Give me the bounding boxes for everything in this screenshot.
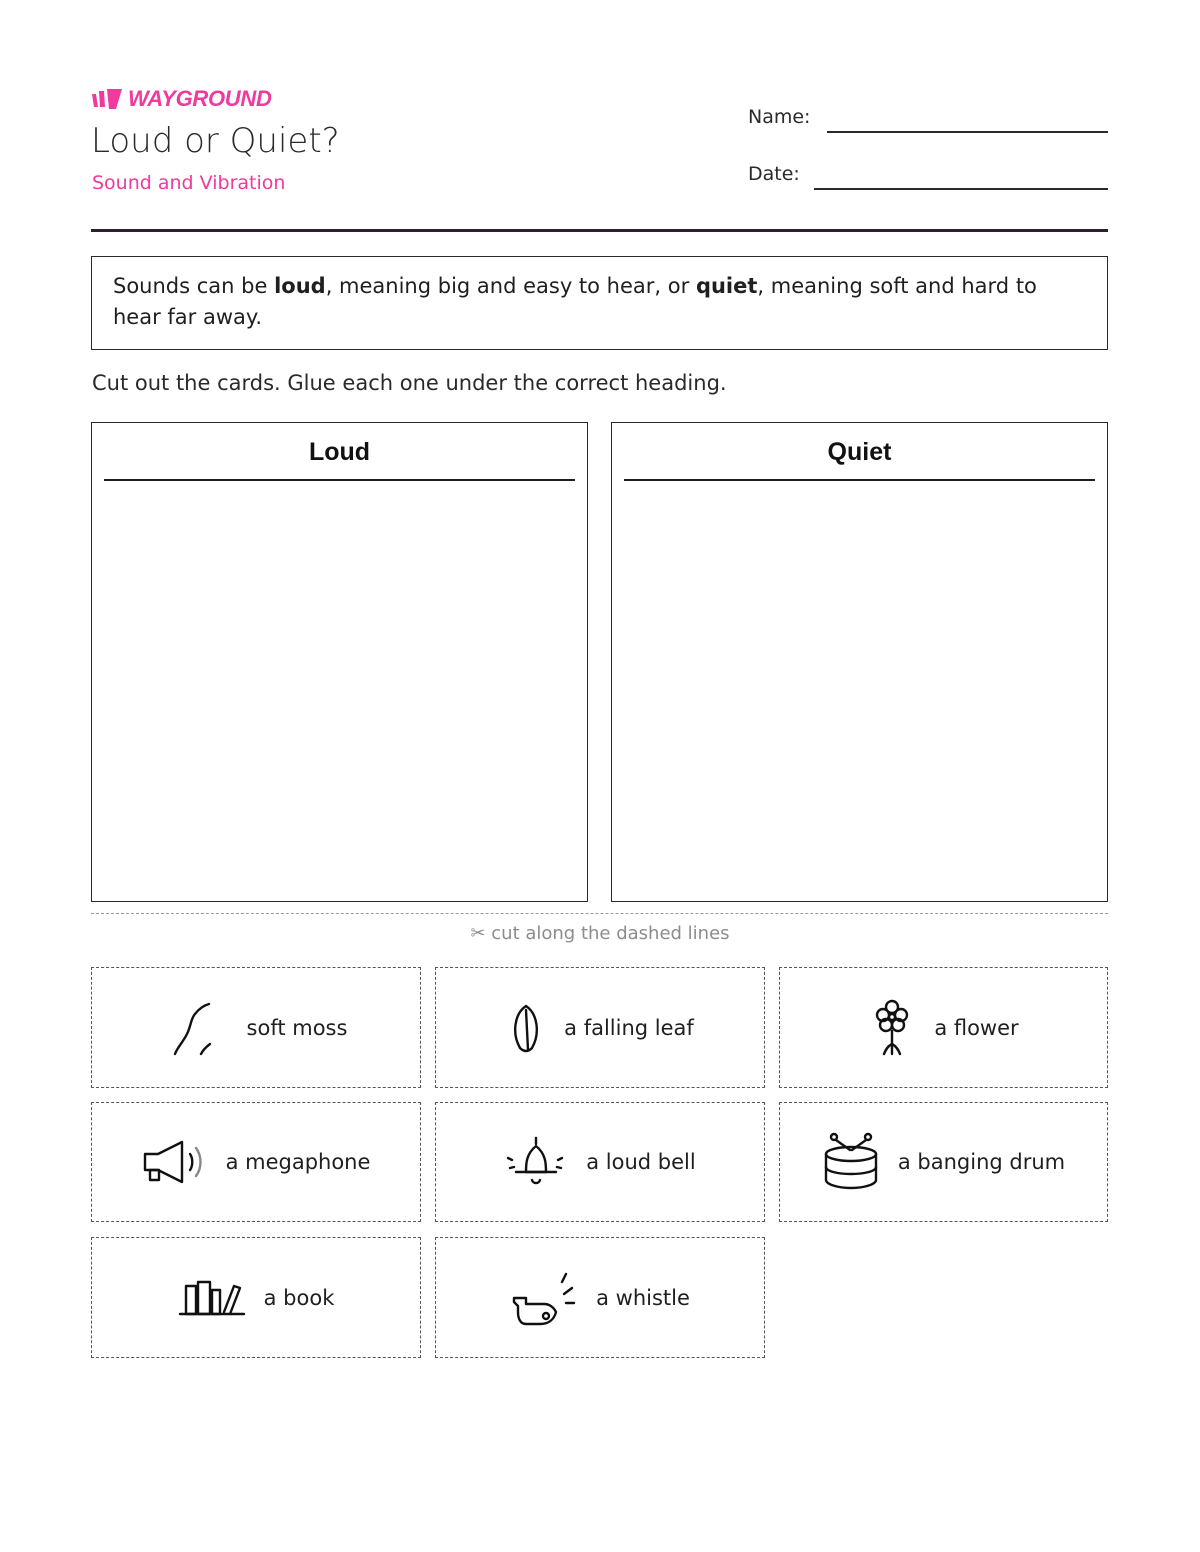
flower-icon: [868, 998, 916, 1058]
card-falling-leaf[interactable]: [435, 967, 765, 1088]
drum-icon: [822, 1132, 880, 1192]
leaf-icon: [506, 1000, 546, 1056]
card-flower[interactable]: [779, 967, 1108, 1088]
brand-logo: [91, 86, 272, 112]
card-label: a book: [263, 1285, 335, 1310]
worksheet-subtitle: Sound and Vibration: [92, 172, 286, 194]
card-megaphone[interactable]: [91, 1102, 421, 1222]
card-label: a whistle: [596, 1285, 690, 1310]
cut-hint: [0, 921, 1200, 947]
header-divider: [91, 229, 1108, 232]
instructions: Cut out the cards. Glue each one under the correct heading.: [92, 371, 727, 395]
name-label: Name:: [748, 106, 811, 128]
loud-column[interactable]: [91, 422, 588, 902]
card-loud-bell[interactable]: [435, 1102, 765, 1222]
moss-icon: [165, 996, 229, 1060]
wayground-mark-icon: [91, 87, 123, 111]
books-icon: [178, 1278, 246, 1318]
megaphone-icon: [142, 1136, 208, 1188]
name-field-line[interactable]: [827, 131, 1108, 133]
card-book[interactable]: [91, 1237, 421, 1358]
intro-text-part2: , meaning big and easy to hear, or: [325, 274, 696, 298]
card-whistle[interactable]: [435, 1237, 765, 1358]
quiet-heading: Quiet: [624, 435, 1095, 481]
card-label: soft moss: [246, 1015, 348, 1040]
brand-name: WAYGROUND: [128, 86, 272, 111]
intro-text-part3: , meaning soft and hard to hear far away.: [113, 274, 1037, 329]
card-soft-moss[interactable]: [91, 967, 421, 1088]
card-label: a loud bell: [586, 1150, 696, 1174]
card-label: a banging drum: [897, 1150, 1066, 1174]
date-label: Date:: [748, 163, 800, 185]
card-banging-drum[interactable]: [779, 1102, 1108, 1222]
whistle-icon: [510, 1270, 578, 1326]
date-field-line[interactable]: [814, 188, 1108, 190]
intro-term-quiet: quiet: [695, 274, 758, 298]
card-label: a megaphone: [225, 1150, 371, 1174]
cut-hint-text: cut along the dashed lines: [491, 923, 730, 944]
worksheet-title: Loud or Quiet?: [91, 121, 340, 161]
loud-heading: Loud: [104, 435, 575, 481]
quiet-column[interactable]: [611, 422, 1108, 902]
bell-icon: [504, 1134, 568, 1190]
intro-term-loud: loud: [274, 274, 326, 298]
scissors-icon: ✂: [470, 923, 486, 944]
cut-line: [91, 913, 1108, 914]
card-label: a falling leaf: [564, 1015, 694, 1040]
intro-text-part1: Sounds can be: [113, 274, 275, 298]
intro-box: [91, 256, 1108, 350]
card-label: a flower: [934, 1015, 1019, 1040]
